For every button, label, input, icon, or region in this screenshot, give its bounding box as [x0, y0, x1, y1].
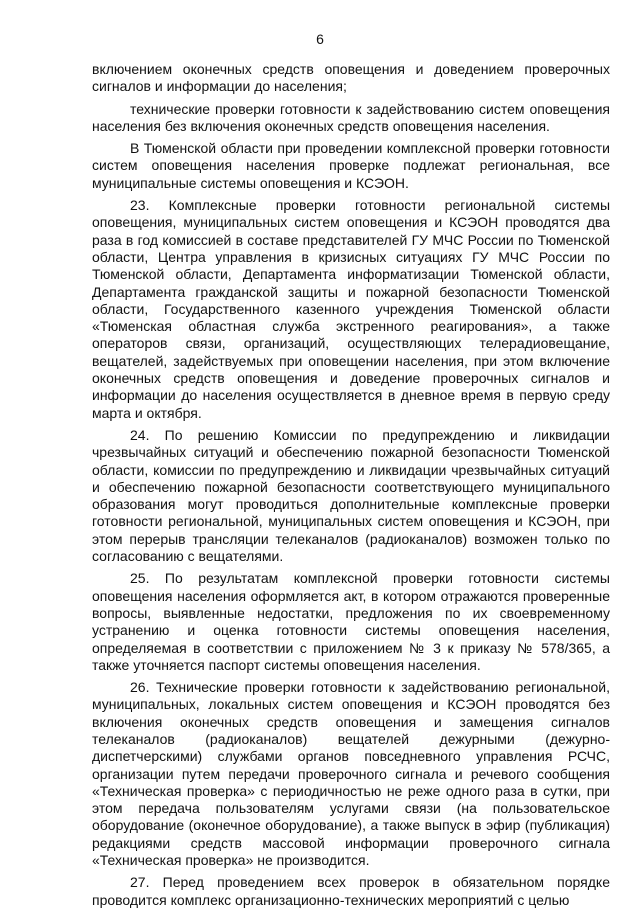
- paragraph-27: 27. Перед проведением всех проверок в обязательном порядке проводится комплекс организационно-технических мероприятий с целью: [92, 874, 610, 908]
- paragraph-25: 25. По результатам комплексной проверки готовности системы оповещения населения оформляется акт, в котором отражаются проверенные вопросы, выявленные недостатки, предложения по их своевременному устранению и оценка готовности системы оповещения населения, определяемая в соответствии с приложением № 3 к приказу № 578/365, а также уточняется паспорт системы оповещения населения.: [92, 570, 610, 673]
- page-number: 6: [316, 31, 324, 47]
- paragraph-23: 23. Комплексные проверки готовности региональной системы оповещения, муниципальных систем оповещения и КСЭОН проводятся два раза в год комиссией в составе представителей ГУ МЧС России по Тюменской области, Центра управления в кризисных ситуациях ГУ МЧС России по Тюменской области, Департамента информатизации Тюменской области, Департамента гражданской защиты и пожарной безопасности Тюменской области, Государственного казенного учреждения Тюменской области «Тюменская областная служба экстренного реагирования», а также операторов связи, организаций, осуществляющих телерадиовещание, вещателей, задействуемых при оповещении населения, при этом включение оконечных средств оповещения и доведение проверочных сигналов и информации до населения осуществляется в дневное время в первую среду марта и октября.: [92, 197, 610, 421]
- paragraph-tyumen-region: В Тюменской области при проведении комплексной проверки готовности систем оповещения населения проверке подлежат региональная, все муниципальные системы оповещения и КСЭОН.: [92, 140, 610, 191]
- paragraph-technical-checks: технические проверки готовности к задействованию систем оповещения населения без включения оконечных средств оповещения населения.: [92, 100, 610, 134]
- document-body: [92, 61, 610, 914]
- paragraph-continuation: включением оконечных средств оповещения и доведением проверочных сигналов и информации до населения;: [92, 61, 610, 95]
- paragraph-24: 24. По решению Комиссии по предупреждению и ликвидации чрезвычайных ситуаций и обеспечению пожарной безопасности Тюменской области, комиссии по предупреждению и ликвидации чрезвычайных ситуаций и обеспечению пожарной безопасности соответствующего муниципального образования могут проводиться дополнительные комплексные проверки готовности региональной, муниципальных систем оповещения и КСЭОН, при этом перерыв трансляции телеканалов (радиоканалов) возможен только по согласованию с вещателями.: [92, 426, 610, 565]
- paragraph-26: 26. Технические проверки готовности к задействованию региональной, муниципальных, локальных систем оповещения и КСЭОН проводятся без включения оконечных средств оповещения и замещения сигналов телеканалов (радиоканалов) вещателей дежурными (дежурно-диспетчерскими) службами органов повседневного управления РСЧС, организации путем передачи проверочного сигнала и речевого сообщения «Техническая проверка» с периодичностью не реже одного раза в сутки, при этом передача пользователям услугами связи (на пользовательское оборудование (оконечное оборудование), а также выпуск в эфир (публикация) редакциями средств массовой информации проверочного сигнала «Техническая проверка» не производится.: [92, 679, 610, 869]
